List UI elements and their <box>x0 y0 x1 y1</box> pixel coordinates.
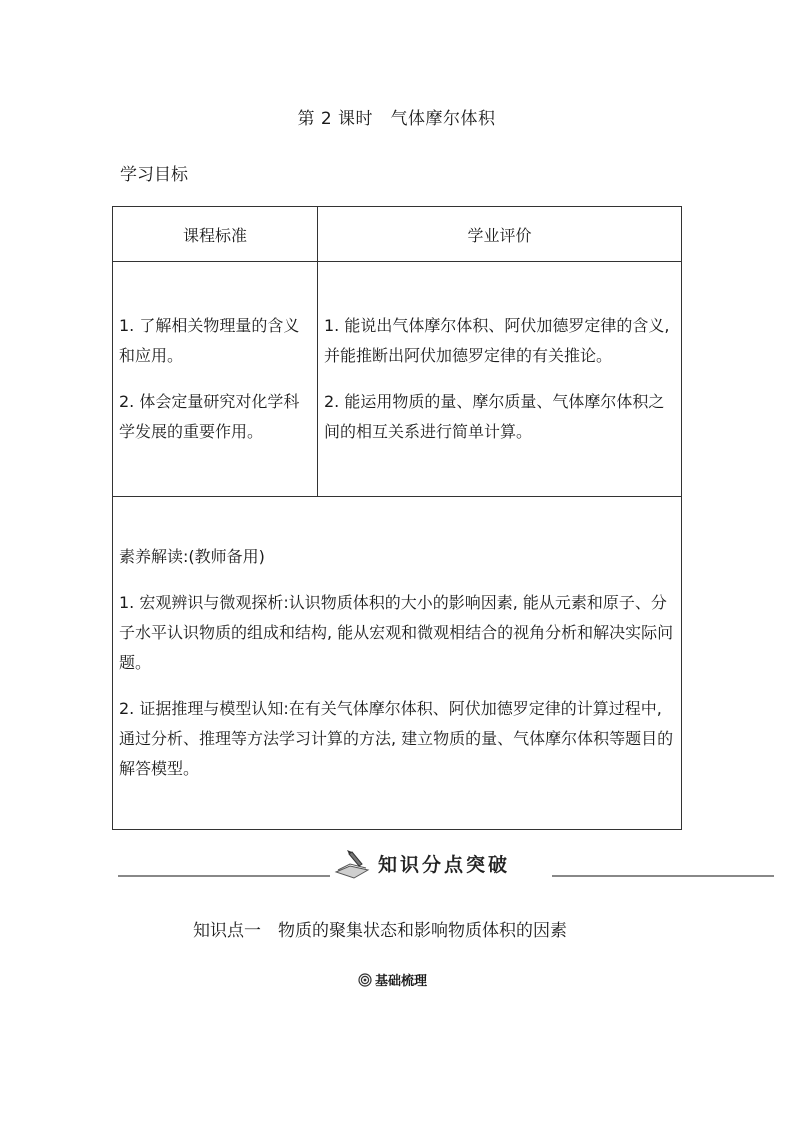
literacy-title: 素养解读:(教师备用) <box>119 547 265 566</box>
header-evaluations: 学业评价 <box>318 207 682 262</box>
section-banner <box>118 848 774 882</box>
standard-item: 1. 了解相关物理量的含义和应用。 <box>119 316 300 365</box>
standards-cell <box>113 262 318 497</box>
banner-title: 知识分点突破 <box>378 854 511 876</box>
goals-table <box>112 206 682 830</box>
literacy-cell <box>113 497 682 830</box>
evaluations-cell <box>318 262 682 497</box>
basic-section <box>358 970 427 989</box>
header-standards: 课程标准 <box>113 207 318 262</box>
literacy-item: 2. 证据推理与模型认知:在有关气体摩尔体积、阿伏加德罗定律的计算过程中, 通过分析、推理等方法学习计算的方法, 建立物质的量、气体摩尔体积等题目的解答模型。 <box>119 699 674 778</box>
evaluation-item: 2. 能运用物质的量、摩尔质量、气体摩尔体积之间的相互关系进行简单计算。 <box>324 392 665 441</box>
evaluation-item: 1. 能说出气体摩尔体积、阿伏加德罗定律的含义, 并能推断出阿伏加德罗定律的有关推论。 <box>324 316 670 365</box>
page-title: 第 2 课时 气体摩尔体积 <box>297 109 496 129</box>
spiral-icon <box>358 973 372 987</box>
literacy-item: 1. 宏观辨识与微观探析:认识物质体积的大小的影响因素, 能从元素和原子、分子水平认识物质的组成和结构, 能从宏观和微观相结合的视角分析和解决实际问题。 <box>119 593 674 672</box>
standard-item: 2. 体会定量研究对化学科学发展的重要作用。 <box>119 392 300 441</box>
section-label: 学习目标 <box>120 165 188 185</box>
basic-section-label: 基础梳理 <box>375 974 428 989</box>
book-pen-icon <box>332 848 372 880</box>
knowledge-point-title: 知识点一 物质的聚集状态和影响物质体积的因素 <box>193 921 567 941</box>
